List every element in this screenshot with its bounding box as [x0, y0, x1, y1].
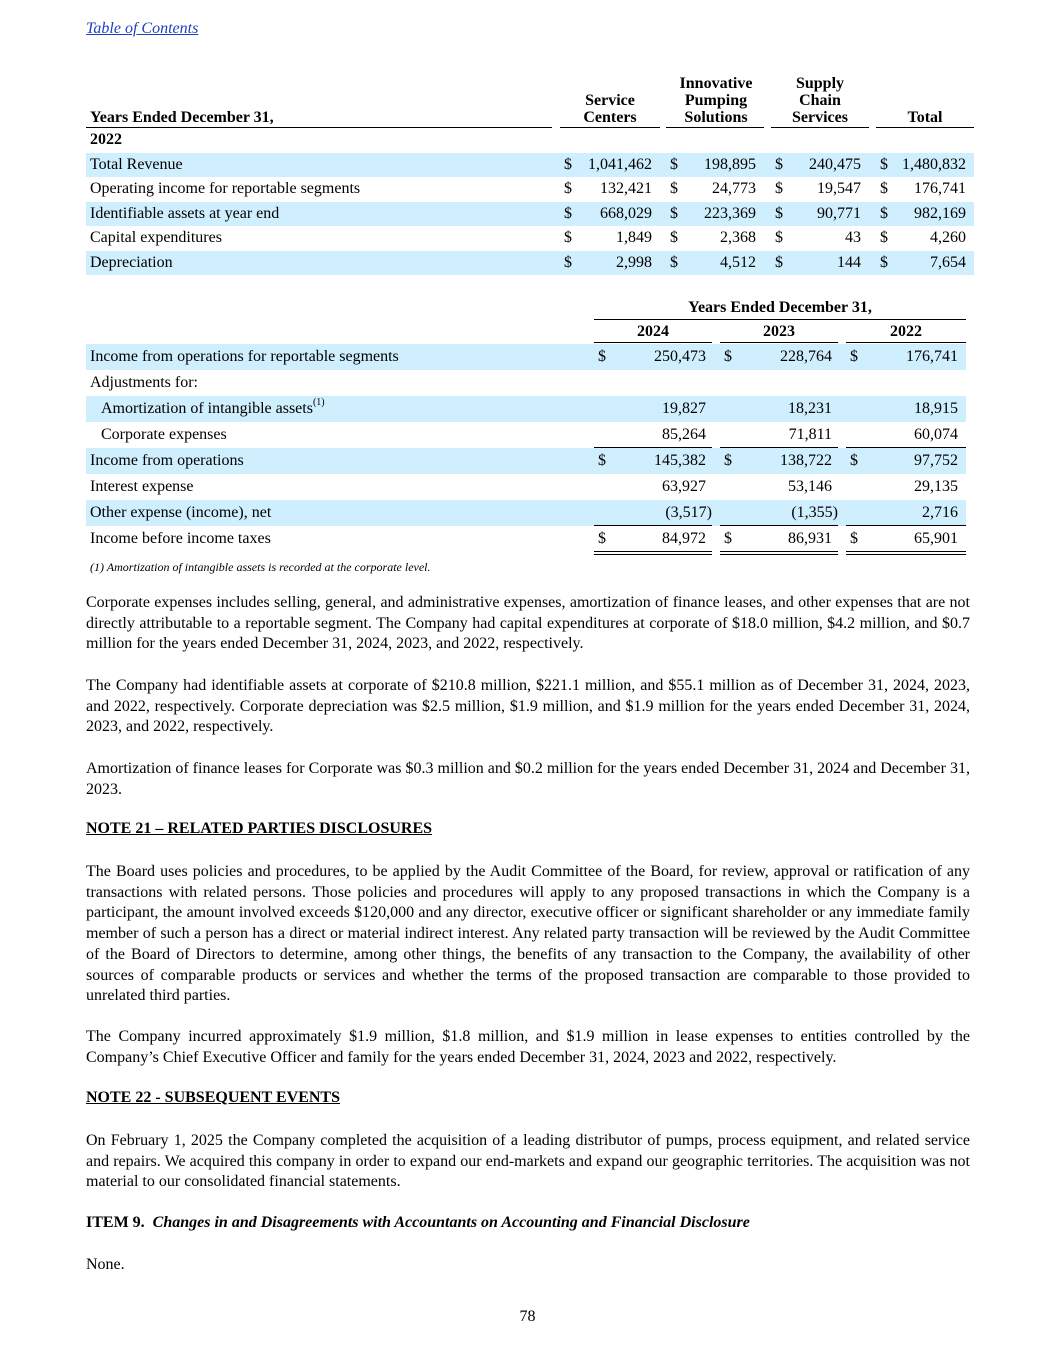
currency-symbol: $: [775, 180, 783, 197]
cell-value: 86,931: [788, 530, 832, 547]
cell-value: 53,146: [788, 478, 832, 495]
row-label: Operating income for reportable segments: [90, 180, 361, 197]
cell-value: 1,480,832: [902, 155, 966, 173]
table-row: [86, 177, 974, 202]
col-line: Chain: [799, 92, 841, 109]
cell-value: 240,475: [809, 155, 861, 173]
currency-symbol: $: [775, 155, 783, 173]
cell-value: 18,915: [914, 400, 958, 417]
cell-value: 132,421: [600, 180, 652, 197]
row-label-text: Income from operations: [90, 452, 244, 469]
row-label: Total Revenue: [90, 155, 183, 173]
year-label: 2022: [90, 131, 122, 148]
cell-value: 29,135: [914, 478, 958, 495]
item-9-title: Changes in and Disagreements with Accountants on Accounting and Financial Disclosure: [152, 1214, 750, 1231]
cell-value: (3,517): [665, 504, 712, 521]
table-row: [86, 153, 974, 178]
currency-symbol: $: [670, 204, 678, 222]
col-line: Total: [907, 109, 943, 126]
col-line: Services: [792, 109, 848, 126]
currency-symbol: $: [850, 348, 858, 365]
currency-symbol: $: [670, 253, 678, 271]
col-service-centers: [556, 92, 664, 126]
paragraph-finance-leases: Amortization of finance leases for Corporate was $0.3 million and $0.2 million for the years ended December 31, 2024 and December 31, 2023.: [86, 760, 970, 798]
paragraph-corporate-expenses: Corporate expenses includes selling, general, and administrative expenses, amortization of finance leases, and other expenses that are not directly attributable to a reportable segment. The Company had capital expenditures at corporate of $18.0 million, $4.2 million, and $0.7 million for the years ended December 31, 2024, 2023, and 2022, respectively.: [86, 594, 970, 653]
paragraph-identifiable-assets: The Company had identifiable assets at corporate of $210.8 million, $221.1 million, and $55.1 million as of December 31, 2024, 2023, and 2022, respectively. Corporate depreciation was $2.5 million, $1.9 million, and $1.9 million for the years ended December 31, 2024, 2023, and 2022, respectively.: [86, 677, 970, 736]
cell-value: 90,771: [817, 204, 861, 222]
header-rule: [846, 342, 966, 343]
currency-symbol: $: [724, 530, 732, 547]
currency-symbol: $: [724, 452, 732, 469]
currency-symbol: $: [564, 253, 572, 271]
cell-value: 668,029: [600, 204, 652, 222]
row-label: [90, 526, 271, 552]
row-label: [90, 344, 399, 370]
currency-symbol: $: [880, 180, 888, 197]
currency-symbol: $: [775, 253, 783, 271]
table-row: [86, 396, 966, 422]
cell-value: 176,741: [914, 180, 966, 197]
row-label-text: Interest expense: [90, 478, 194, 495]
table-row: [86, 344, 966, 370]
paragraph-none: None.: [86, 1256, 125, 1273]
segment-table-header: [86, 72, 974, 128]
currency-symbol: $: [564, 204, 572, 222]
cell-value: 2,998: [616, 253, 652, 271]
cell-value: 138,722: [780, 452, 832, 469]
cell-value: 43: [845, 229, 861, 246]
currency-symbol: $: [880, 204, 888, 222]
paragraph-lease-expenses: The Company incurred approximately $1.9 million, $1.8 million, and $1.9 million in lease expenses to entities controlled by the Company’s Chief Executive Officer and family for the years ended December 31, 2024, 2023 and 2022, respectively.: [86, 1028, 970, 1066]
row-header: Years Ended December 31,: [90, 109, 274, 126]
col-innovative-pumping: [666, 75, 766, 126]
cell-value: 63,927: [662, 478, 706, 495]
currency-symbol: $: [850, 452, 858, 469]
segment-table: [86, 72, 974, 275]
currency-symbol: $: [880, 229, 888, 246]
double-underline: [846, 551, 966, 555]
row-label: Depreciation: [90, 253, 173, 271]
recon-header: [86, 296, 966, 344]
table-row: [86, 500, 966, 526]
table-row: [86, 448, 966, 474]
cell-value: 145,382: [654, 452, 706, 469]
col-line: Pumping: [684, 92, 748, 109]
currency-symbol: $: [775, 229, 783, 246]
currency-symbol: $: [598, 348, 606, 365]
paragraph-related-party-policy: The Board uses policies and procedures, to be applied by the Audit Committee of the Board, for review, approval or ratification of any transactions with related persons. Those policies and procedures will apply to any proposed transactions in which the Company is a participant, the amount involved exceeds $120,000 and any director, executive officer or significant shareholder or any immediate family member of such a person has a direct or material indirect interest. Any related party transaction will be reviewed by the Audit Committee of the Board of Directors to determine, among other things, the benefits of any transaction to the Company, the availability of other sources of comparable products or services and whether the terms of the proposed transaction are comparable to those provided to unrelated third parties.: [86, 863, 970, 1005]
header-rule: [594, 342, 712, 343]
row-label-text: Income before income taxes: [90, 530, 271, 547]
currency-symbol: $: [775, 204, 783, 222]
row-label: Capital expenditures: [90, 229, 222, 246]
cell-value: 65,901: [914, 530, 958, 547]
col-line: Supply: [795, 75, 845, 92]
note-21-heading: NOTE 21 – RELATED PARTIES DISCLOSURES: [86, 820, 433, 837]
row-label-text: Other expense (income), net: [90, 504, 272, 521]
table-row: [86, 474, 966, 500]
row-label-text: Corporate expenses: [101, 426, 227, 443]
cell-value: 1,041,462: [588, 155, 652, 173]
footnote-marker: (1): [312, 396, 325, 408]
currency-symbol: $: [724, 348, 732, 365]
row-label-text: Income from operations for reportable segments: [90, 348, 399, 365]
cell-value: 84,972: [662, 530, 706, 547]
currency-symbol: $: [598, 530, 606, 547]
item-9-heading: [86, 1214, 750, 1232]
row-label: [90, 370, 198, 396]
cell-value: 71,811: [788, 426, 832, 443]
table-footnote: (1) Amortization of intangible assets is recorded at the corporate level.: [90, 560, 431, 574]
cell-value: 4,260: [930, 229, 966, 246]
row-label-text: Adjustments for:: [90, 374, 198, 391]
row-label: [101, 422, 227, 448]
cell-value: 18,231: [788, 400, 832, 417]
cell-value: 228,764: [780, 348, 832, 365]
table-row: [86, 251, 974, 276]
currency-symbol: $: [880, 253, 888, 271]
currency-symbol: $: [670, 180, 678, 197]
year-row: [86, 128, 974, 153]
double-underline: [594, 551, 712, 555]
reconciliation-table: [86, 296, 966, 552]
cell-value: 97,752: [914, 452, 958, 469]
currency-symbol: $: [598, 452, 606, 469]
cell-value: 982,169: [914, 204, 966, 222]
row-label: Identifiable assets at year end: [90, 204, 280, 222]
cell-value: 2,716: [922, 504, 958, 521]
currency-symbol: $: [564, 180, 572, 197]
cell-value: (1,355): [791, 504, 838, 521]
col-supply-chain: [771, 75, 869, 126]
cell-value: 7,654: [930, 253, 966, 271]
cell-value: 176,741: [906, 348, 958, 365]
row-label: [101, 396, 325, 422]
cell-value: 198,895: [704, 155, 756, 173]
cell-value: 19,827: [662, 400, 706, 417]
table-row: [86, 422, 966, 448]
header-rule: [594, 319, 966, 320]
segment-rows: [86, 153, 974, 276]
cell-value: 19,547: [817, 180, 861, 197]
table-row: [86, 226, 974, 251]
item-9-prefix: ITEM 9.: [86, 1214, 145, 1231]
recon-title: Years Ended December 31,: [688, 299, 872, 316]
row-label: [90, 448, 244, 474]
table-of-contents-link[interactable]: Table of Contents: [86, 20, 199, 37]
cell-value: 85,264: [662, 426, 706, 443]
year-2022: 2022: [890, 323, 922, 340]
recon-rows: [86, 344, 966, 552]
currency-symbol: $: [850, 530, 858, 547]
cell-value: 223,369: [704, 204, 756, 222]
col-total: [876, 109, 974, 126]
year-2023: 2023: [763, 323, 795, 340]
cell-value: 4,512: [720, 253, 756, 271]
cell-value: 60,074: [914, 426, 958, 443]
currency-symbol: $: [670, 229, 678, 246]
table-row: [86, 370, 966, 396]
col-line: Solutions: [684, 109, 748, 126]
page-number: 78: [519, 1308, 536, 1325]
cell-value: 250,473: [654, 348, 706, 365]
currency-symbol: $: [564, 155, 572, 173]
header-rule: [720, 342, 838, 343]
year-2024: 2024: [637, 323, 669, 340]
row-label: [90, 474, 194, 500]
table-row: [86, 202, 974, 227]
note-22-heading: NOTE 22 - SUBSEQUENT EVENTS: [86, 1089, 340, 1106]
double-underline: [720, 551, 838, 555]
paragraph-acquisition: On February 1, 2025 the Company completed the acquisition of a leading distributor of pumps, process equipment, and related service and repairs. We acquired this company in order to expand our end-markets and expand our geographic territories. The acquisition was not material to our consolidated financial statements.: [86, 1132, 970, 1191]
col-line: Innovative: [679, 75, 753, 92]
col-line: Centers: [583, 109, 637, 126]
cell-value: 2,368: [720, 229, 756, 246]
col-line: Service: [585, 92, 635, 109]
cell-value: 144: [837, 253, 861, 271]
table-row: [86, 526, 966, 552]
cell-value: 1,849: [616, 229, 652, 246]
row-label-text: Amortization of intangible assets: [101, 400, 313, 417]
currency-symbol: $: [880, 155, 888, 173]
currency-symbol: $: [564, 229, 572, 246]
cell-value: 24,773: [712, 180, 756, 197]
row-label: [90, 500, 271, 526]
currency-symbol: $: [670, 155, 678, 173]
